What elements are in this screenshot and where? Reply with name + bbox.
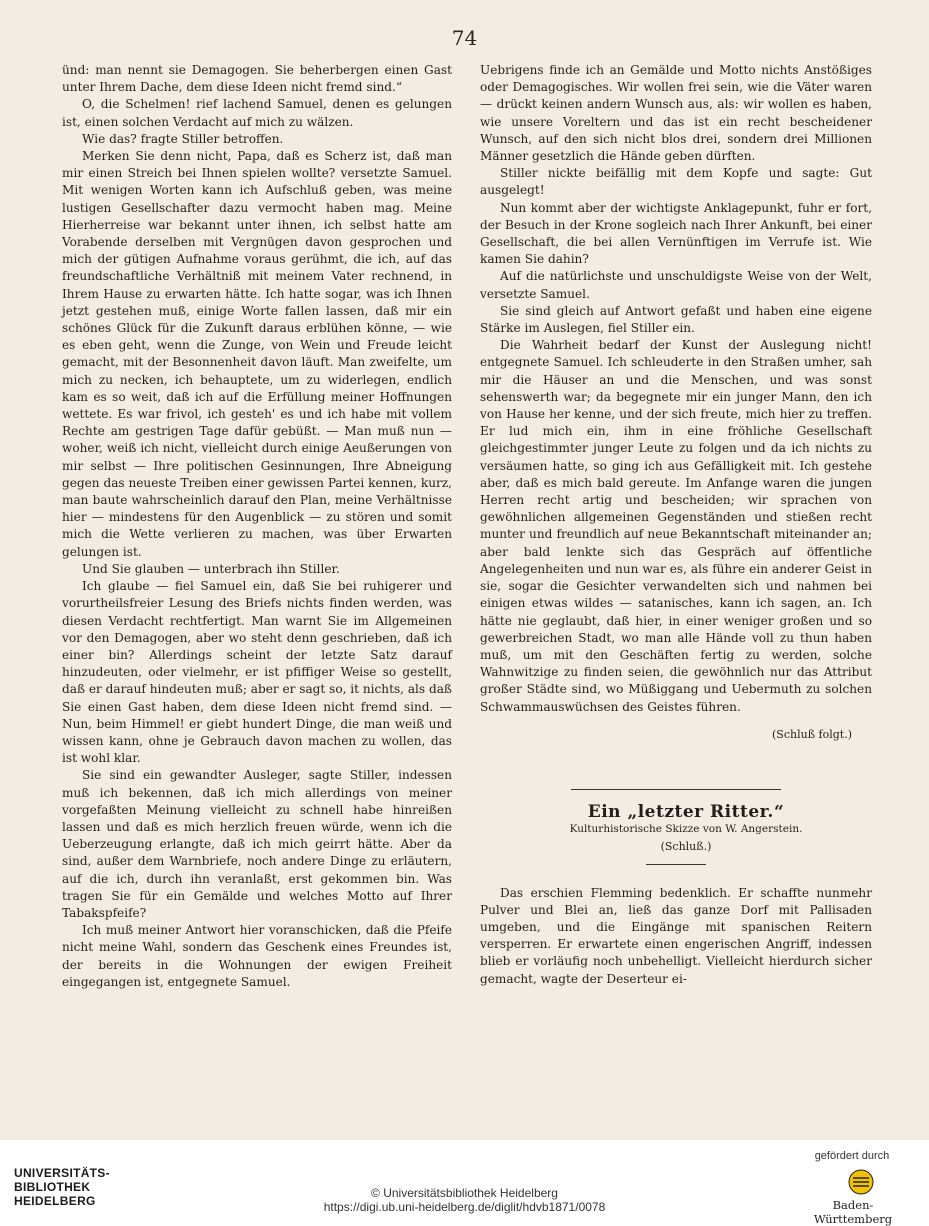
- paragraph: Die Wahrheit bedarf der Kunst der Auslegung nicht! entgegnete Samuel. Ich schleuderte in den Straßen umher, sah mir die Häuser an und die Menschen, und was sonst sehenswerth war; da begegnete mir ein junger Mann, den ich von Hause her kenne, und der sich freute, mich hier zu treffen. Er lud mich ein, ihm in eine fröhliche Gesellschaft gleichgestimmter junger Leute zu folgen und da ich nichts zu versäumen hatte, so ging ich aus Gefälligkeit mit. Ich gestehe aber, daß es mich bald gereute. Im Anfange waren die jungen Herren recht artig und bescheiden; wir sprachen von gewöhnlichen allgemeinen Gegenständen und stießen recht munter und freundlich auf neue Bekanntschaft miteinander an; aber bald lenkte sich das Gespräch auf öffentliche Angelegenheiten und nun war es, als führe ein anderer Geist in sie, sogar die Gesichter verwandelten sich und nahmen bei einigen etwas wildes — satanisches, kann ich sagen, an. Ich hätte nie geglaubt, daß hier, in einer weniger großen und so gewerbreichen Stadt, wo man alle Hände voll zu thun haben muß, um mit den Geschäften fertig zu werden, solche Wahnwitzige zu finden seien, die gewöhnlich nur das Attribut großer Städte sind, wo Müßiggang und Uebermuth zu solchen Schwammauswüchsen des Geistes führen.: [480, 338, 872, 714]
- page-number: 74: [451, 26, 478, 50]
- paragraph: Sie sind gleich auf Antwort gefaßt und haben eine eigene Stärke im Auslegen, fiel Stiller ein.: [480, 303, 872, 336]
- paragraph: Uebrigens finde ich an Gemälde und Motto nichts Anstößiges oder Demagogisches. Wir wollen frei sein, wie die Väter waren — drückt keinen andern Wunsch aus, als: wir wollen es haben, wie unsere Voreltern und das ist ein recht bescheidener Wunsch, auf den sich nicht blos drei, sondern drei Millionen Männer gesetzlich die Hände geben dürften.: [480, 63, 872, 164]
- library-logo-line: HEIDELBERG: [14, 1194, 96, 1208]
- section-divider: [571, 789, 781, 790]
- article-title: Ein „letzter Ritter.“: [587, 801, 785, 822]
- paragraph: Stiller nickte beifällig mit dem Kopfe und sagte: Gut ausgelegt!: [480, 166, 872, 198]
- source-link[interactable]: https://digi.ub.uni-heidelberg.de/diglit/hdvb1871/0078: [323, 1200, 606, 1214]
- copyright-block: [0, 1186, 929, 1214]
- library-logo-line: UNIVERSITÄTS-: [14, 1166, 110, 1180]
- copyright-text: © Universitätsbibliothek Heidelberg: [371, 1186, 558, 1200]
- ornament-rule: [646, 864, 706, 865]
- paragraph: Ich glaube — fiel Samuel ein, daß Sie bei ruhigerer und vorurtheilsfreier Lesung des Briefs nichts finden werden, was diesen Verdacht rechtfertigt. Man warnt Sie im Allgemeinen vor den Demagogen, aber wo steht denn geschrieben, daß ich einer bin? Allerdings scheint der letzte Satz darauf hinzudeuten, oder vielmehr, er ist pfiffiger Weise so gestellt, daß er darauf hindeuten muß; aber er sagt so, it nichts, als daß Sie einen Gast haben, dem diese Ideen nicht fremd sind. — Nun, beim Himmel! er giebt hundert Dinge, die man weiß und wissen kann, ohne je Gebrauch davon machen zu wollen, das ist wohl klar.: [62, 579, 453, 766]
- library-logo-line: BIBLIOTHEK: [14, 1180, 91, 1194]
- article-subtitle: Kulturhistorische Skizze von W. Angerstein.: [569, 823, 803, 836]
- left-column: [62, 62, 452, 991]
- funder-name: Baden-Württemberg: [813, 1198, 893, 1226]
- right-column: [480, 62, 872, 988]
- footer: [0, 1140, 929, 1226]
- paragraph: Merken Sie denn nicht, Papa, daß es Scherz ist, daß man mir einen Streich bei Ihnen spielen wollte? versetzte Samuel. Mit wenigen Worten kann ich Aufschluß geben, was meine lustigen Gesellschafter dazu vermocht haben mag. Meine Hierherreise war bekannt unter ihnen, ich selbst hatte am Vorabende derselben mit Vergnügen davon gesprochen und mich der gütigen Aufnahme voraus gerühmt, die ich, auf das freundschaftliche Verhältniß mit meinem Vater rechnend, in Ihrem Hause zu erwarten hätte. Ich hatte sogar, was ich Ihnen jetzt gestehen muß, einige Worte fallen lassen, daß mir ein schönes Glück für die Zukunft daraus erblühen könne, — wie es eben geht, wenn die Zunge, von Wein und Freude leicht gemacht, mit der Besonnenheit davon läuft. Man zweifelte, um mich zu necken, ich behauptete, um zu widerlegen, endlich kam es so weit, daß ich auf die Erfüllung meiner Hoffnungen wettete. Es war frivol, ich gesteh' es und ich habe mit vollem Rechte am gestrigen Tage dafür gebüßt. — Man muß nun — woher, weiß ich nicht, vielleicht durch einige Aeußerungen von mir selbst — Ihre politischen Gesinnungen, Ihre Abneigung gegen das neueste Treiben einer gewissen Partei kennen, kurz, man baute wahrscheinlich darauf den Plan, meine Verhältnisse hier — mindestens für den Augenblick — zu stören und somit mich die Wette verlieren zu machen, was über Erwarten gelungen ist.: [62, 149, 452, 559]
- paragraph: ünd: man nennt sie Demagogen. Sie beherbergen einen Gast unter Ihrem Dache, dem diese Ideen nicht fremd sind.“: [62, 63, 452, 95]
- to-be-continued-note: (Schluß folgt.): [772, 727, 852, 741]
- article-note: (Schluß.): [660, 840, 712, 854]
- paragraph: Wie das? fragte Stiller betroffen.: [82, 131, 284, 146]
- paragraph: Sie sind ein gewandter Ausleger, sagte Stiller, indessen muß ich bekennen, daß ich mich allerdings von meiner vorgefaßten Meinung vielleicht zu schnell habe hinreißen lassen und daß es mich herzlich freuen würde, wenn ich die Ueberzeugung erlangte, daß ich mich geirrt hätte. Aber da sind, außer dem Warnbriefe, noch andere Dinge zu erläutern, auf die ich, durch ihn veranlaßt, erst gekommen bin. Was tragen Sie für ein Gemälde und welches Motto auf Ihrer Tabakspfeife?: [62, 768, 452, 920]
- funded-by-label: gefördert durch: [814, 1150, 890, 1162]
- article-paragraph: Das erschien Flemming bedenklich. Er schaffte nunmehr Pulver und Blei an, ließ das ganze Dorf mit Pallisaden umgeben, und die Eingänge mit spanischen Reitern versperren. Er erwartete einen engerischen Angriff, indessen blieb er vorläufig noch unbehelligt. Vielleicht hierdurch sicher gemacht, wagte der Deserteur ei-: [480, 885, 872, 986]
- paragraph: Ich muß meiner Antwort hier voranschicken, daß die Pfeife nicht meine Wahl, sondern das Geschenk eines Freundes ist, der bereits in die Wohnungen der ewigen Freiheit eingegangen ist, entgegnete Samuel.: [62, 923, 452, 989]
- paragraph: O, die Schelmen! rief lachend Samuel, denen es gelungen ist, einen solchen Verdacht auf mich zu wälzen.: [62, 97, 452, 129]
- paragraph: Nun kommt aber der wichtigste Anklagepunkt, fuhr er fort, der Besuch in der Krone sogleich nach Ihrer Ankunft, bei einer Gesellschaft, die bei allen Vernünftigen im Verrufe ist. Wie kamen Sie dahin?: [480, 200, 872, 267]
- paragraph: Auf die natürlichste und unschuldigste Weise von der Welt, versetzte Samuel.: [480, 269, 872, 301]
- paragraph: Und Sie glauben — unterbrach ihn Stiller.: [82, 561, 340, 576]
- coat-of-arms-icon: [843, 1169, 879, 1195]
